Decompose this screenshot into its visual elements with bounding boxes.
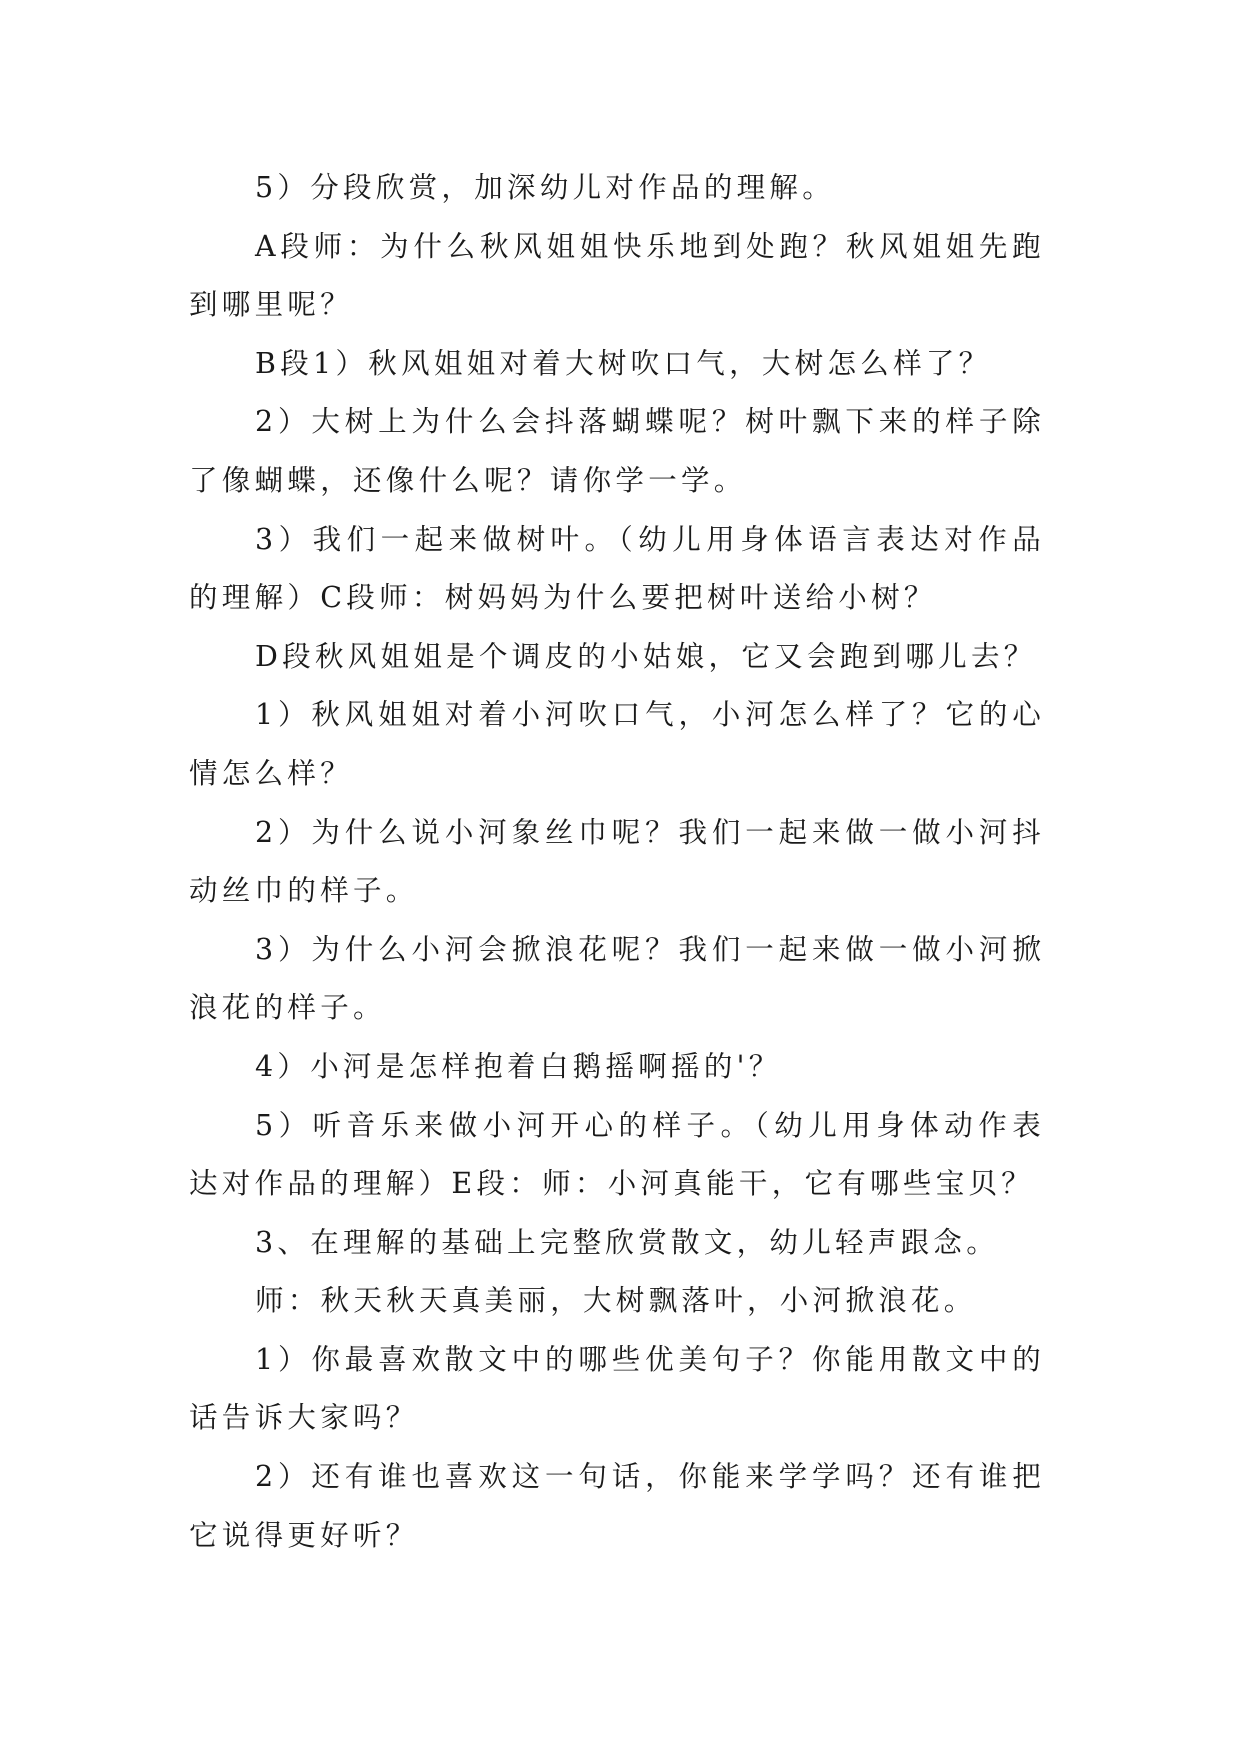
document-body	[189, 159, 1045, 1565]
paragraph: B段1）秋风姐姐对着大树吹口气，大树怎么样了？	[255, 346, 992, 380]
paragraph: 师：秋天秋天真美丽，大树飘落叶，小河掀浪花。	[255, 1284, 977, 1318]
paragraph: 5）听音乐来做小河开心的样子。（幼儿用身体动作表达对作品的理解）E段：师：小河真能干，它有哪些宝贝？	[189, 1108, 1045, 1201]
paragraph: 3）为什么小河会掀浪花呢？我们一起来做一做小河掀浪花的样子。	[189, 932, 1045, 1025]
paragraph: 2）还有谁也喜欢这一句话，你能来学学吗？还有谁把它说得更好听？	[189, 1460, 1045, 1552]
paragraph: 4）小河是怎样抱着白鹅摇啊摇的'？	[255, 1049, 782, 1083]
paragraph: 1）秋风姐姐对着小河吹口气，小河怎么样了？它的心情怎么样？	[189, 698, 1045, 790]
paragraph: 5）分段欣赏，加深幼儿对作品的理解。	[255, 171, 836, 204]
paragraph: A段师：为什么秋风姐姐快乐地到处跑？秋风姐姐先跑到哪里呢？	[189, 229, 1045, 322]
paragraph: 1）你最喜欢散文中的哪些优美句子？你能用散文中的话告诉大家吗？	[189, 1342, 1045, 1435]
paragraph: 2）大树上为什么会抖落蝴蝶呢？树叶飘下来的样子除了像蝴蝶，还像什么呢？请你学一学。	[189, 405, 1045, 497]
paragraph: D段秋风姐姐是个调皮的小姑娘，它又会跑到哪儿去？	[255, 639, 1037, 673]
paragraph: 3）我们一起来做树叶。（幼儿用身体语言表达对作品的理解）C段师：树妈妈为什么要把树叶送给小树？	[189, 522, 1045, 615]
paragraph: 2）为什么说小河象丝巾呢？我们一起来做一做小河抖动丝巾的样子。	[189, 815, 1045, 908]
paragraph: 3、在理解的基础上完整欣赏散文，幼儿轻声跟念。	[255, 1225, 1000, 1259]
